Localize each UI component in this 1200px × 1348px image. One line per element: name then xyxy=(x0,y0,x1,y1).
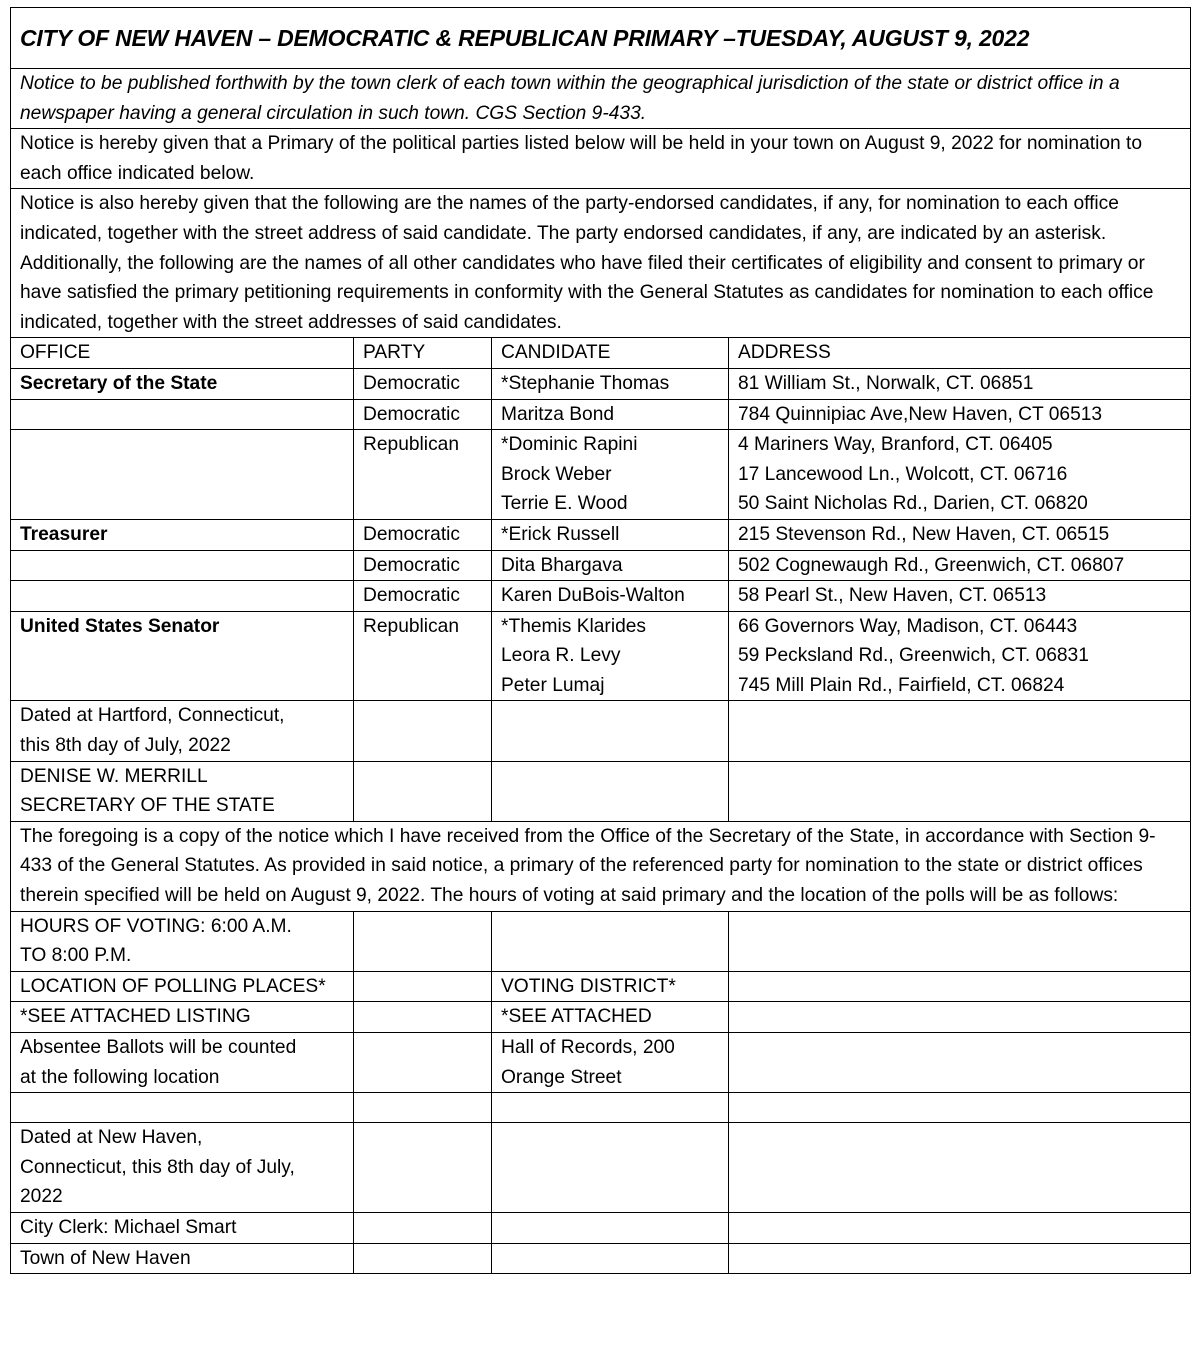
publish-notice-text: Notice to be published forthwith by the town clerk of each town within the geographical jurisdiction of the state or district office in a newspaper having a general circulation in such town. CGS Section 9-433. xyxy=(11,69,1191,129)
address-cell: 215 Stevenson Rd., New Haven, CT. 06515 xyxy=(729,519,1191,550)
city-clerk-row xyxy=(11,1212,1191,1243)
signer-row xyxy=(11,761,1191,821)
empty-cell xyxy=(729,911,1191,971)
candidate-cell: Dita Bhargava xyxy=(492,550,729,581)
candidate-address: 4 Mariners Way, Branford, CT. 06405 xyxy=(738,434,1053,456)
table-row xyxy=(11,581,1191,612)
foregoing-row xyxy=(11,821,1191,911)
address-header: ADDRESS xyxy=(729,338,1191,369)
dated-new-haven-cell xyxy=(11,1123,354,1213)
candidate-name: *Dominic Rapini xyxy=(501,434,638,456)
empty-cell xyxy=(492,1243,729,1274)
candidate-cell: Maritza Bond xyxy=(492,399,729,430)
document-title: CITY OF NEW HAVEN – DEMOCRATIC & REPUBLICAN PRIMARY –TUESDAY, AUGUST 9, 2022 xyxy=(11,8,1191,69)
empty-cell xyxy=(354,1033,492,1093)
empty-cell xyxy=(729,701,1191,761)
town-row xyxy=(11,1243,1191,1274)
absentee-line: Absentee Ballots will be counted xyxy=(20,1037,297,1058)
party-cell: Democratic xyxy=(354,581,492,612)
empty-cell xyxy=(492,761,729,821)
candidate-name: *Themis Klarides xyxy=(501,615,647,637)
office-header: OFFICE xyxy=(11,338,354,369)
candidates-notice-text: Notice is also hereby given that the following are the names of the party-endorsed candidates, if any, for nomination to each office indicated, together with the street address of said candidate. The party endorsed candidates, if any, are indicated by an asterisk. Additionally, the following are the names of all other candidates who have filed their certificates of eligibility and consent to primary or have satisfied the primary petitioning requirements in conformity with the General Statutes as candidates for nomination to each office indicated, together with the street addresses of said candidates. xyxy=(11,189,1191,338)
empty-cell xyxy=(492,1123,729,1213)
empty-cell xyxy=(729,1243,1191,1274)
location-label-row xyxy=(11,971,1191,1002)
see-attached-row xyxy=(11,1002,1191,1033)
table-row xyxy=(11,611,1191,701)
empty-cell xyxy=(492,1093,729,1123)
empty-cell xyxy=(729,761,1191,821)
party-cell: Democratic xyxy=(354,550,492,581)
address-cell xyxy=(729,430,1191,520)
empty-cell xyxy=(729,1123,1191,1213)
notice-document xyxy=(10,7,1190,1274)
dated-hartford-row xyxy=(11,701,1191,761)
address-cell: 502 Cognewaugh Rd., Greenwich, CT. 06807 xyxy=(729,550,1191,581)
candidate-name: Brock Weber xyxy=(501,463,612,485)
candidate-name: Peter Lumaj xyxy=(501,674,605,696)
voting-district-label: VOTING DISTRICT* xyxy=(492,971,729,1002)
absentee-location-line: Hall of Records, 200 xyxy=(501,1037,675,1058)
primary-notice-row xyxy=(11,129,1191,189)
empty-cell xyxy=(354,701,492,761)
candidate-cell: *Erick Russell xyxy=(492,519,729,550)
dated-new-haven-line: Dated at New Haven, xyxy=(20,1127,203,1149)
header-row xyxy=(11,338,1191,369)
absentee-cell xyxy=(11,1033,354,1093)
dated-new-haven-line: 2022 xyxy=(20,1186,63,1208)
party-cell: Democratic xyxy=(354,368,492,399)
hours-cell xyxy=(11,911,354,971)
primary-notice-text: Notice is hereby given that a Primary of the political parties listed below will be held in your town on August 9, 2022 for nomination to each office indicated below. xyxy=(11,129,1191,189)
empty-cell xyxy=(492,911,729,971)
empty-cell xyxy=(354,1093,492,1123)
table-row xyxy=(11,368,1191,399)
office-cell: United States Senator xyxy=(11,611,354,701)
address-cell: 81 William St., Norwalk, CT. 06851 xyxy=(729,368,1191,399)
hours-line: TO 8:00 P.M. xyxy=(20,945,132,967)
hours-line: HOURS OF VOTING: 6:00 A.M. xyxy=(20,915,292,937)
blank-row xyxy=(11,1093,1191,1123)
candidate-cell: Karen DuBois-Walton xyxy=(492,581,729,612)
table-row xyxy=(11,430,1191,520)
dated-new-haven-row xyxy=(11,1123,1191,1213)
dated-hartford-line: this 8th day of July, 2022 xyxy=(20,735,231,757)
empty-cell xyxy=(729,1002,1191,1033)
hours-row xyxy=(11,911,1191,971)
absentee-row xyxy=(11,1033,1191,1093)
empty-cell xyxy=(354,1123,492,1213)
empty-cell xyxy=(354,911,492,971)
empty-cell xyxy=(729,1033,1191,1093)
candidates-notice-row xyxy=(11,189,1191,338)
candidate-name: Terrie E. Wood xyxy=(501,493,628,515)
signer-title: SECRETARY OF THE STATE xyxy=(20,795,275,817)
party-cell: Republican xyxy=(354,611,492,701)
table-row xyxy=(11,550,1191,581)
address-cell xyxy=(729,611,1191,701)
empty-cell xyxy=(354,1002,492,1033)
candidate-address: 17 Lancewood Ln., Wolcott, CT. 06716 xyxy=(738,463,1068,485)
party-cell: Democratic xyxy=(354,519,492,550)
candidate-cell xyxy=(492,611,729,701)
office-cell: Secretary of the State xyxy=(11,368,354,399)
empty-cell xyxy=(492,1212,729,1243)
publish-notice-row xyxy=(11,69,1191,129)
candidate-name: Leora R. Levy xyxy=(501,645,621,667)
candidate-address: 50 Saint Nicholas Rd., Darien, CT. 06820 xyxy=(738,493,1088,515)
absentee-location-line: Orange Street xyxy=(501,1066,622,1088)
empty-cell xyxy=(492,701,729,761)
party-cell: Democratic xyxy=(354,399,492,430)
party-cell: Republican xyxy=(354,430,492,520)
empty-cell xyxy=(729,1212,1191,1243)
office-cell xyxy=(11,550,354,581)
office-cell xyxy=(11,430,354,520)
empty-cell xyxy=(11,1093,354,1123)
title-row xyxy=(11,8,1191,69)
primary-notice-table xyxy=(10,7,1191,1274)
table-row xyxy=(11,519,1191,550)
foregoing-text: The foregoing is a copy of the notice which I have received from the Office of the Secretary of the State, in accordance with Section 9-433 of the General Statutes. As provided in said notice, a primary of the referenced party for nomination to the state or district offices therein specified will be held on August 9, 2022. The hours of voting at said primary and the location of the polls will be as follows: xyxy=(11,821,1191,911)
table-row xyxy=(11,399,1191,430)
town-name: Town of New Haven xyxy=(11,1243,354,1274)
office-cell xyxy=(11,399,354,430)
location-label: LOCATION OF POLLING PLACES* xyxy=(11,971,354,1002)
candidate-cell: *Stephanie Thomas xyxy=(492,368,729,399)
candidate-address: 745 Mill Plain Rd., Fairfield, CT. 06824 xyxy=(738,674,1065,696)
candidate-header: CANDIDATE xyxy=(492,338,729,369)
office-cell: Treasurer xyxy=(11,519,354,550)
absentee-line: at the following location xyxy=(20,1066,220,1088)
dated-new-haven-line: Connecticut, this 8th day of July, xyxy=(20,1156,295,1178)
office-cell xyxy=(11,581,354,612)
candidate-address: 66 Governors Way, Madison, CT. 06443 xyxy=(738,615,1078,637)
see-attached-listing: *SEE ATTACHED LISTING xyxy=(11,1002,354,1033)
address-cell: 784 Quinnipiac Ave,New Haven, CT 06513 xyxy=(729,399,1191,430)
candidate-cell xyxy=(492,430,729,520)
empty-cell xyxy=(354,971,492,1002)
see-attached: *SEE ATTACHED xyxy=(492,1002,729,1033)
absentee-location-cell xyxy=(492,1033,729,1093)
dated-hartford-cell xyxy=(11,701,354,761)
dated-hartford-line: Dated at Hartford, Connecticut, xyxy=(20,705,285,727)
empty-cell xyxy=(354,1212,492,1243)
signer-name: DENISE W. MERRILL xyxy=(20,765,208,787)
empty-cell xyxy=(354,761,492,821)
candidate-address: 59 Pecksland Rd., Greenwich, CT. 06831 xyxy=(738,645,1089,667)
signer-cell xyxy=(11,761,354,821)
city-clerk: City Clerk: Michael Smart xyxy=(11,1212,354,1243)
party-header: PARTY xyxy=(354,338,492,369)
address-cell: 58 Pearl St., New Haven, CT. 06513 xyxy=(729,581,1191,612)
empty-cell xyxy=(729,1093,1191,1123)
empty-cell xyxy=(354,1243,492,1274)
empty-cell xyxy=(729,971,1191,1002)
